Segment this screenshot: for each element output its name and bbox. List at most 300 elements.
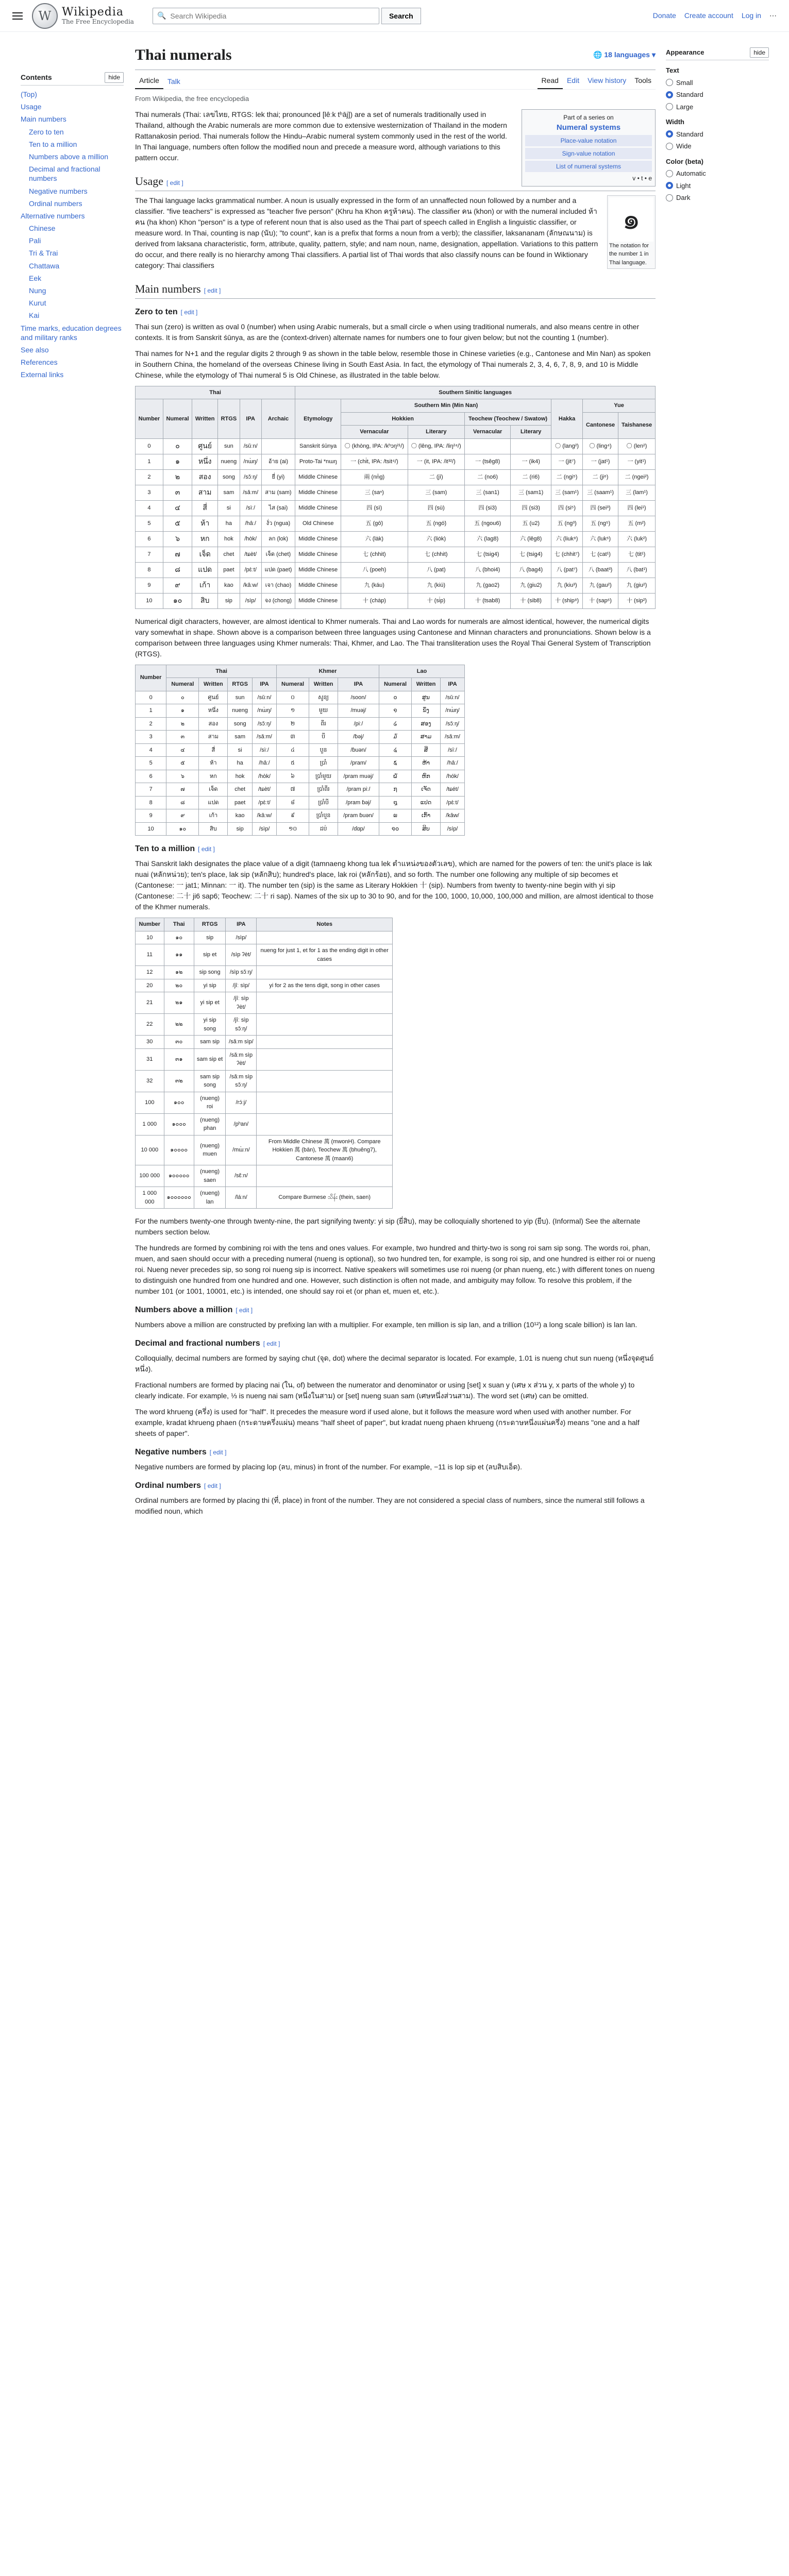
toc-item[interactable]: Zero to ten xyxy=(29,127,64,136)
table-cell: ១០ xyxy=(277,822,309,836)
table-cell xyxy=(257,1048,393,1070)
toc-item[interactable]: Numbers above a million xyxy=(29,152,109,161)
table-cell: ไส (sai) xyxy=(261,500,295,516)
page-title: Thai numerals xyxy=(135,46,232,63)
table-cell: ๗ xyxy=(163,547,192,562)
sidebox-row[interactable]: List of numeral systems xyxy=(525,161,652,172)
table-cell: ១ xyxy=(277,704,309,718)
table-cell: kao xyxy=(228,809,253,823)
table-cell: ๑ xyxy=(163,454,192,469)
toc-item[interactable]: Decimal and fractional numbers xyxy=(29,165,100,183)
appearance-title: Appearance xyxy=(666,48,704,56)
table-cell: hok xyxy=(228,770,253,783)
table-cell: 〇 (lang²) xyxy=(551,438,583,454)
table-cell: sun xyxy=(228,691,253,704)
table-cell: ๙ xyxy=(166,809,199,823)
table-cell: sip xyxy=(218,593,240,608)
table-cell: song xyxy=(218,469,240,485)
table-cell: ប្រាំមួយ xyxy=(309,770,338,783)
toc-item[interactable]: See also xyxy=(21,345,49,354)
table-cell: 七 (tit¹) xyxy=(618,547,656,562)
table-cell: ห้า xyxy=(192,516,218,531)
width-wide[interactable]: Wide xyxy=(666,141,769,151)
table-cell: sam sip song xyxy=(194,1070,226,1092)
table-cell: ເກົ້າ xyxy=(412,809,441,823)
table-cell: 5 xyxy=(136,516,163,531)
table-cell: 一 (ik4) xyxy=(511,454,551,469)
table-cell: 〇 (lêng, IPA: /liŋ²⁴/) xyxy=(408,438,464,454)
table-cell: /ɗɑp/ xyxy=(338,822,379,836)
table-cell: /láːn/ xyxy=(226,1187,257,1209)
toc-item[interactable]: Chinese xyxy=(29,224,56,233)
table-cell: hok xyxy=(218,531,240,547)
table-header[interactable]: Hakka xyxy=(551,399,583,439)
table-cell: Middle Chinese xyxy=(295,500,341,516)
toc-item[interactable]: References xyxy=(21,358,58,367)
article-main xyxy=(135,32,656,1522)
section-usage: Usage [ edit ] xyxy=(135,173,656,191)
create-account-link[interactable]: Create account xyxy=(684,11,733,20)
table-cell: 一 (jit⁷) xyxy=(551,454,583,469)
section-zero-to-ten: Zero to ten [ edit ] xyxy=(135,307,198,316)
table-cell: ໑໐ xyxy=(379,822,411,836)
table-row xyxy=(136,796,465,809)
table-cell: หก xyxy=(199,770,228,783)
tab-read[interactable]: Read xyxy=(538,73,563,89)
table-cell: 十 (sib8) xyxy=(511,593,551,608)
table-cell: Middle Chinese xyxy=(295,547,341,562)
color-label: Color (beta) xyxy=(666,157,703,165)
table-cell: ໐ xyxy=(379,691,411,704)
edit-link[interactable]: [ edit ] xyxy=(209,1449,227,1456)
search-icon: 🔍 xyxy=(157,11,166,20)
table-header[interactable]: Southern Min (Min Nan) xyxy=(341,399,551,413)
table-cell: /sǎːm/ xyxy=(253,731,277,744)
tab-article[interactable]: Article xyxy=(135,73,163,89)
appearance-hide-button[interactable]: hide xyxy=(750,47,769,58)
table-cell xyxy=(257,931,393,944)
table-cell: ແປດ xyxy=(412,796,441,809)
table-cell: /sìp/ xyxy=(240,593,261,608)
table-header[interactable]: RTGS xyxy=(218,399,240,439)
toc-item[interactable]: Kai xyxy=(29,311,40,320)
table-cell: 1 xyxy=(136,704,166,718)
thai-one-glyph[interactable]: ๑ xyxy=(609,197,653,242)
table-cell: ๑๑ xyxy=(164,944,194,966)
toc-item[interactable]: Ten to a million xyxy=(29,140,77,148)
table-row xyxy=(136,1036,393,1049)
table-cell: ສູນ xyxy=(412,691,441,704)
table-cell: 二 (jī) xyxy=(408,469,464,485)
table-cell: ๐ xyxy=(166,691,199,704)
table-cell: 4 xyxy=(136,500,163,516)
table-cell: ០ xyxy=(277,691,309,704)
table-cell: ๒๒ xyxy=(164,1014,194,1036)
toc-item[interactable]: Usage xyxy=(21,103,42,111)
color-dark[interactable]: Dark xyxy=(666,193,769,203)
table-cell: 十 (sap⁶) xyxy=(583,593,618,608)
section-negative: Negative numbers [ edit ] xyxy=(135,1448,227,1456)
table-cell: បី xyxy=(309,731,338,744)
table-cell: 一 (it, IPA: /it³²/) xyxy=(408,454,464,469)
table-cell: แปด (paet) xyxy=(261,562,295,578)
table-cell: 九 (gau²) xyxy=(583,578,618,593)
table-cell: ຫົກ xyxy=(412,770,441,783)
table-cell: song xyxy=(228,717,253,731)
text-size-standard[interactable]: Standard xyxy=(666,90,769,100)
table-cell: បួន xyxy=(309,743,338,757)
table-cell: ໘ xyxy=(379,796,411,809)
table-row xyxy=(136,531,656,547)
table-cell: ໔ xyxy=(379,743,411,757)
section-above-million: Numbers above a million [ edit ] xyxy=(135,1306,253,1314)
table-row xyxy=(136,485,656,500)
table-cell: 九 (kiu³) xyxy=(551,578,583,593)
table-row xyxy=(136,770,465,783)
negative-paragraph: Negative numbers are formed by placing lop (ลบ, minus) in front of the number. For example, −11 is lop sip et (ลบสิบเอ็ด). xyxy=(135,1463,522,1471)
toc-title: Contents xyxy=(21,73,52,81)
table-cell: ๗ xyxy=(166,783,199,796)
table-cell: 四 (lei¹) xyxy=(618,500,656,516)
table-cell: ๒๐ xyxy=(164,979,194,992)
search-box[interactable] xyxy=(153,8,379,24)
table-cell: ນຶ່ງ xyxy=(412,704,441,718)
table-cell: ๓๑ xyxy=(164,1048,194,1070)
table-cell: ៥ xyxy=(277,757,309,770)
table-cell: ๒ xyxy=(166,717,199,731)
table-cell: /sɔ̌ːŋ/ xyxy=(440,717,464,731)
table-cell: /jîː sìp sɔ̌ːŋ/ xyxy=(226,1014,257,1036)
table-cell: ยี่ (yi) xyxy=(261,469,295,485)
table-cell: Sanskrit śūnya xyxy=(295,438,341,454)
table-cell: Middle Chinese xyxy=(295,593,341,608)
table-cell: 1 000 000 xyxy=(136,1187,164,1209)
table-cell: 五 (ngó͘) xyxy=(408,516,464,531)
language-button[interactable]: 🌐 18 languages ▾ xyxy=(593,50,656,59)
table-cell: ศูนย์ xyxy=(192,438,218,454)
table-cell: ២ xyxy=(277,717,309,731)
edit-link[interactable]: [ edit ] xyxy=(180,308,198,316)
table-cell: /sǎːm/ xyxy=(240,485,261,500)
toc-item[interactable]: (Top) xyxy=(21,90,37,98)
table-cell: /tɕèt/ xyxy=(240,547,261,562)
table-header[interactable]: Cantonese xyxy=(583,412,618,438)
more-icon[interactable]: ⋯ xyxy=(769,11,777,20)
table-cell: /jîː sìp ʔèt/ xyxy=(226,992,257,1014)
table-cell: ສິບ xyxy=(412,822,441,836)
table-cell: yi sip song xyxy=(194,1014,226,1036)
toc-item[interactable]: Eek xyxy=(29,274,42,282)
table-cell: 2 xyxy=(136,469,163,485)
table-cell: sam xyxy=(228,731,253,744)
width-standard[interactable]: Standard xyxy=(666,129,769,140)
main-menu-icon[interactable] xyxy=(12,12,23,20)
from-wikipedia: From Wikipedia, the free encyclopedia xyxy=(135,95,249,103)
numeral-systems-sidebox xyxy=(522,109,656,187)
table-cell: 六 (la̍k) xyxy=(341,531,408,547)
table-row xyxy=(136,1014,393,1036)
table-cell: ៦ xyxy=(277,770,309,783)
table-cell xyxy=(257,1092,393,1113)
table-cell: 七 (tsig4) xyxy=(511,547,551,562)
table-row xyxy=(136,1135,393,1165)
table-cell: /sɔ̌ːŋ/ xyxy=(253,717,277,731)
vte-links[interactable]: v • t • e xyxy=(632,175,652,182)
toc-hide-button[interactable]: hide xyxy=(105,72,124,83)
table-cell: ໕ xyxy=(379,757,411,770)
table-cell: 三 (saⁿ) xyxy=(341,485,408,500)
table-cell: /pɛ̀ːt/ xyxy=(440,796,464,809)
section-main-numbers: Main numbers [ edit ] xyxy=(135,280,656,299)
color-automatic[interactable]: Automatic xyxy=(666,168,769,179)
table-cell: 100 000 xyxy=(136,1165,164,1187)
table-header: Etymology xyxy=(295,399,341,439)
table-header: Number xyxy=(136,665,166,691)
table-cell: 12 xyxy=(136,966,164,979)
table-header: Thai xyxy=(164,918,194,931)
table-cell: ๖ xyxy=(163,531,192,547)
khrueng-paragraph: The word khrueng (ครึ่ง) is used for "half". It precedes the measure word if used alone, but it follows the measure word when used with another number. For example, kradat khrueng phaen (กระดาษครึ่งแผ่น) means "half sheet of paper", but kradat nueng phaen khrueng (กระดาษหนึ่งแผ่นครึ่ง) means "one and a half sheets of paper". xyxy=(135,1408,640,1437)
table-row xyxy=(136,1070,393,1092)
toc-item[interactable]: Pali xyxy=(29,236,41,245)
edit-link[interactable]: [ edit ] xyxy=(263,1340,280,1347)
table-header: IPA xyxy=(338,678,379,691)
edit-link[interactable]: [ edit ] xyxy=(204,286,221,294)
table-header: Written xyxy=(309,678,338,691)
table-cell: ສາມ xyxy=(412,731,441,744)
text-size-small[interactable]: Small xyxy=(666,78,769,88)
table-cell: nueng for just 1, et for 1 as the ending digit in other cases xyxy=(257,944,393,966)
table-cell: 十 (tsab8) xyxy=(465,593,511,608)
thumbnail-figure xyxy=(607,195,656,269)
table-cell: /sǎːm sìp sɔ̌ːŋ/ xyxy=(226,1070,257,1092)
table-cell: Compare Burmese သိန်း (thein, saen) xyxy=(257,1187,393,1209)
table-cell xyxy=(465,438,511,454)
table-header: Number xyxy=(136,918,164,931)
table-cell: 七 (chhit) xyxy=(408,547,464,562)
table-cell: 〇 (ling⁴) xyxy=(583,438,618,454)
usage-paragraph: The Thai language lacks grammatical number. A noun is usually expressed in the form of an unnaffected noun followed by a number and a classifier. "five teachers" is expressed as "teacher five person" (Khru ha Khon ครูห้าคน). The classifier คน (khon) or with the numeral included ห้าคน (ha khon) Khon "person" is a type of referent noun that is also used as the Thai part of speech called in English a linguistic classifier, or measure word. In Thai, counting is nap (นับ); "to count", kan is a prefix that forms a noun from a verb); the classifier, laksananam (ลักษณนาม) is derived from laksana characteristic, form, attribute, quality, pattern, style; and nam noun, name, designation, appellation. Variations to this pattern do occur, and there really is no hierarchy among Thai classifiers. A partial list of Thai words that also classify nouns can be found in Wiktionary category: Thai classifiers xyxy=(135,196,598,269)
table-cell: /pram piː/ xyxy=(338,783,379,796)
table-cell: 三 (lam¹) xyxy=(618,485,656,500)
table-cell: ๕ xyxy=(166,757,199,770)
table-row xyxy=(136,743,465,757)
fraction-paragraph: Fractional numbers are formed by placing nai (ใน, of) between the numerator and denominator or using [set] x suan y (เศษ x ส่วน y, x parts of the whole y) to clearly indicate. For example, ⅓ is nueng nai sam (หนึ่งในสาม) or [set] nueng suan sam (เศษหนึ่งส่วนสาม). The word set (เศษ) can be omitted. xyxy=(135,1381,635,1400)
sidebox-part: Part of a series on xyxy=(563,113,614,121)
toc-item[interactable]: Kurut xyxy=(29,299,46,308)
table-cell: หก xyxy=(192,531,218,547)
table-cell: 八 (bat¹) xyxy=(618,562,656,578)
table-cell: อ้าย (ai) xyxy=(261,454,295,469)
table-cell: paet xyxy=(218,562,240,578)
table-header: Written xyxy=(199,678,228,691)
table-header: Numeral xyxy=(379,678,411,691)
toc-item[interactable]: External links xyxy=(21,370,64,379)
table-cell: 四 (si3) xyxy=(465,500,511,516)
table-cell: สาม xyxy=(192,485,218,500)
table-header: Literary xyxy=(511,426,551,439)
table-cell: 9 xyxy=(136,809,166,823)
table-row xyxy=(136,731,465,744)
table-cell: 五 (ng³) xyxy=(551,516,583,531)
table-header: IPA xyxy=(226,918,257,931)
table-cell: 100 xyxy=(136,1092,164,1113)
table-cell: เจ็ด (chet) xyxy=(261,547,295,562)
table-cell: 10 000 xyxy=(136,1135,164,1165)
table-cell: ๘ xyxy=(166,796,199,809)
table-cell: /tɕét/ xyxy=(440,783,464,796)
toc-item[interactable]: Tri & Trai xyxy=(29,249,58,258)
tab-view-history[interactable]: View history xyxy=(587,76,627,84)
table-row xyxy=(136,931,393,944)
table-row xyxy=(136,469,656,485)
color-light[interactable]: Light xyxy=(666,181,769,191)
table-cell: sip xyxy=(194,931,226,944)
table-cell: 八 (bhoi4) xyxy=(465,562,511,578)
sidebox-title[interactable]: Numeral systems xyxy=(556,123,621,132)
table-cell: /sɛ̌ːn/ xyxy=(226,1165,257,1187)
table-cell: /sìː/ xyxy=(240,500,261,516)
table-cell: 十 (sip²) xyxy=(618,593,656,608)
table-cell: 七 (chhit⁷) xyxy=(551,547,583,562)
table-header: RTGS xyxy=(228,678,253,691)
table-cell: ໗ xyxy=(379,783,411,796)
table-header[interactable]: Taishanese xyxy=(618,412,656,438)
table-cell: 一 (jat¹) xyxy=(583,454,618,469)
table-cell: chet xyxy=(228,783,253,796)
table-cell: /muəj/ xyxy=(338,704,379,718)
table-cell: 三 (sam1) xyxy=(511,485,551,500)
table-cell xyxy=(257,966,393,979)
text-size-large[interactable]: Large xyxy=(666,102,769,112)
table-cell: /tɕèt/ xyxy=(253,783,277,796)
table-cell: (nueng) saen xyxy=(194,1165,226,1187)
table-cell: 一 (yit¹) xyxy=(618,454,656,469)
donate-link[interactable]: Donate xyxy=(652,11,676,20)
table-cell: 五 (gō͘) xyxy=(341,516,408,531)
table-cell: 二 (ri6) xyxy=(511,469,551,485)
sidebox-row[interactable]: Place-value notation xyxy=(525,135,652,146)
table-cell: ໖ xyxy=(379,770,411,783)
table-header[interactable]: Hokkien xyxy=(341,412,465,426)
table-cell: ៤ xyxy=(277,743,309,757)
table-cell: สิบ xyxy=(199,822,228,836)
table-cell: Middle Chinese xyxy=(295,562,341,578)
table-cell: ສອງ xyxy=(412,717,441,731)
toc-item[interactable]: Nung xyxy=(29,286,46,295)
ordinal-paragraph: Ordinal numbers are formed by placing thi (ที่, place) in front of the number. They are not considered a special class of numbers, since the numeral still follows a modified noun, which xyxy=(135,1496,645,1515)
table-row xyxy=(136,944,393,966)
table-cell: /kâːw/ xyxy=(253,809,277,823)
table-cell: ๑๐๐๐ xyxy=(164,1113,194,1135)
sidebox-row[interactable]: Sign-value notation xyxy=(525,148,652,159)
table-cell: ๒๑ xyxy=(164,992,194,1014)
edit-link[interactable]: [ edit ] xyxy=(204,1482,221,1489)
table-header[interactable]: IPA xyxy=(240,399,261,439)
table-cell: ๓ xyxy=(166,731,199,744)
tab-talk[interactable]: Talk xyxy=(167,77,180,86)
search-button[interactable]: Search xyxy=(381,8,421,24)
table-cell: 1 000 xyxy=(136,1113,164,1135)
section-decimal: Decimal and fractional numbers [ edit ] xyxy=(135,1339,280,1348)
table-row xyxy=(136,454,656,469)
table-cell: 11 xyxy=(136,944,164,966)
tagline: The Free Encyclopedia xyxy=(62,18,134,25)
table-cell: ศูนย์ xyxy=(199,691,228,704)
table-header[interactable]: Teochew (Teochew / Swatow) xyxy=(465,412,551,426)
search-input[interactable] xyxy=(170,12,366,20)
table-cell: 八 (pat⁷) xyxy=(551,562,583,578)
table-cell: /nɯ̀ŋ/ xyxy=(253,704,277,718)
table-cell: 3 xyxy=(136,485,163,500)
login-link[interactable]: Log in xyxy=(741,11,761,20)
tab-tools[interactable]: Tools xyxy=(634,76,651,84)
table-cell: (nueng) roi xyxy=(194,1092,226,1113)
table-cell: Middle Chinese xyxy=(295,469,341,485)
table-cell: /nɯ̀ŋ/ xyxy=(240,454,261,469)
table-header: Number xyxy=(136,399,163,439)
toc-item[interactable]: Time marks, education degrees and military ranks xyxy=(21,324,122,342)
edit-link[interactable]: [ edit ] xyxy=(236,1307,253,1314)
table-cell: 5 xyxy=(136,757,166,770)
table-header[interactable]: Southern Sinitic languages xyxy=(295,386,656,399)
toc-item[interactable]: Chattawa xyxy=(29,261,60,270)
table-row xyxy=(136,757,465,770)
tab-edit[interactable]: Edit xyxy=(566,76,580,84)
table-cell: หนึ่ง xyxy=(199,704,228,718)
edit-link[interactable]: [ edit ] xyxy=(166,179,183,187)
table-cell: ๑๐๐ xyxy=(164,1092,194,1113)
toc-item[interactable]: Negative numbers xyxy=(29,187,88,195)
table-header: Lao xyxy=(379,665,464,678)
toc-item[interactable]: Ordinal numbers xyxy=(29,199,82,208)
table-cell: 3 xyxy=(136,731,166,744)
table-cell: สี่ xyxy=(199,743,228,757)
table-cell: 0 xyxy=(136,438,163,454)
table-cell: /sǎːm/ xyxy=(440,731,464,744)
table-header: IPA xyxy=(253,678,277,691)
edit-link[interactable]: [ edit ] xyxy=(198,845,215,853)
table-cell: sip et xyxy=(194,944,226,966)
wikipedia-logo[interactable] xyxy=(32,3,134,29)
table-cell: si xyxy=(228,743,253,757)
toc-item[interactable]: Alternative numbers xyxy=(21,211,85,220)
table-cell: 五 (u2) xyxy=(511,516,551,531)
table-cell: 2 xyxy=(136,717,166,731)
table-cell: 四 (sei³) xyxy=(583,500,618,516)
table-cell: /pram ɓuən/ xyxy=(338,809,379,823)
table-cell: Middle Chinese xyxy=(295,531,341,547)
table-cell: 30 xyxy=(136,1036,164,1049)
table-cell: /piː/ xyxy=(338,717,379,731)
table-cell: sip song xyxy=(194,966,226,979)
table-cell: ສີ່ xyxy=(412,743,441,757)
table-cell: /ɓəj/ xyxy=(338,731,379,744)
thai-chinese-comparison-table xyxy=(135,386,656,609)
table-cell: /sǎːm sìp ʔèt/ xyxy=(226,1048,257,1070)
table-cell: yi sip et xyxy=(194,992,226,1014)
table-cell: ๓ xyxy=(163,485,192,500)
table-cell: 9 xyxy=(136,578,163,593)
table-header[interactable]: Yue xyxy=(583,399,656,413)
toc-item[interactable]: Main numbers xyxy=(21,115,66,124)
table-header: Numeral xyxy=(166,678,199,691)
table-cell: ដប់ xyxy=(309,822,338,836)
table-header: Khmer xyxy=(277,665,379,678)
table-cell: /mɯ̀ːn/ xyxy=(226,1135,257,1165)
table-cell: 一 (chi̍t, IPA: /tsit⁴/) xyxy=(341,454,408,469)
table-cell xyxy=(257,1165,393,1187)
